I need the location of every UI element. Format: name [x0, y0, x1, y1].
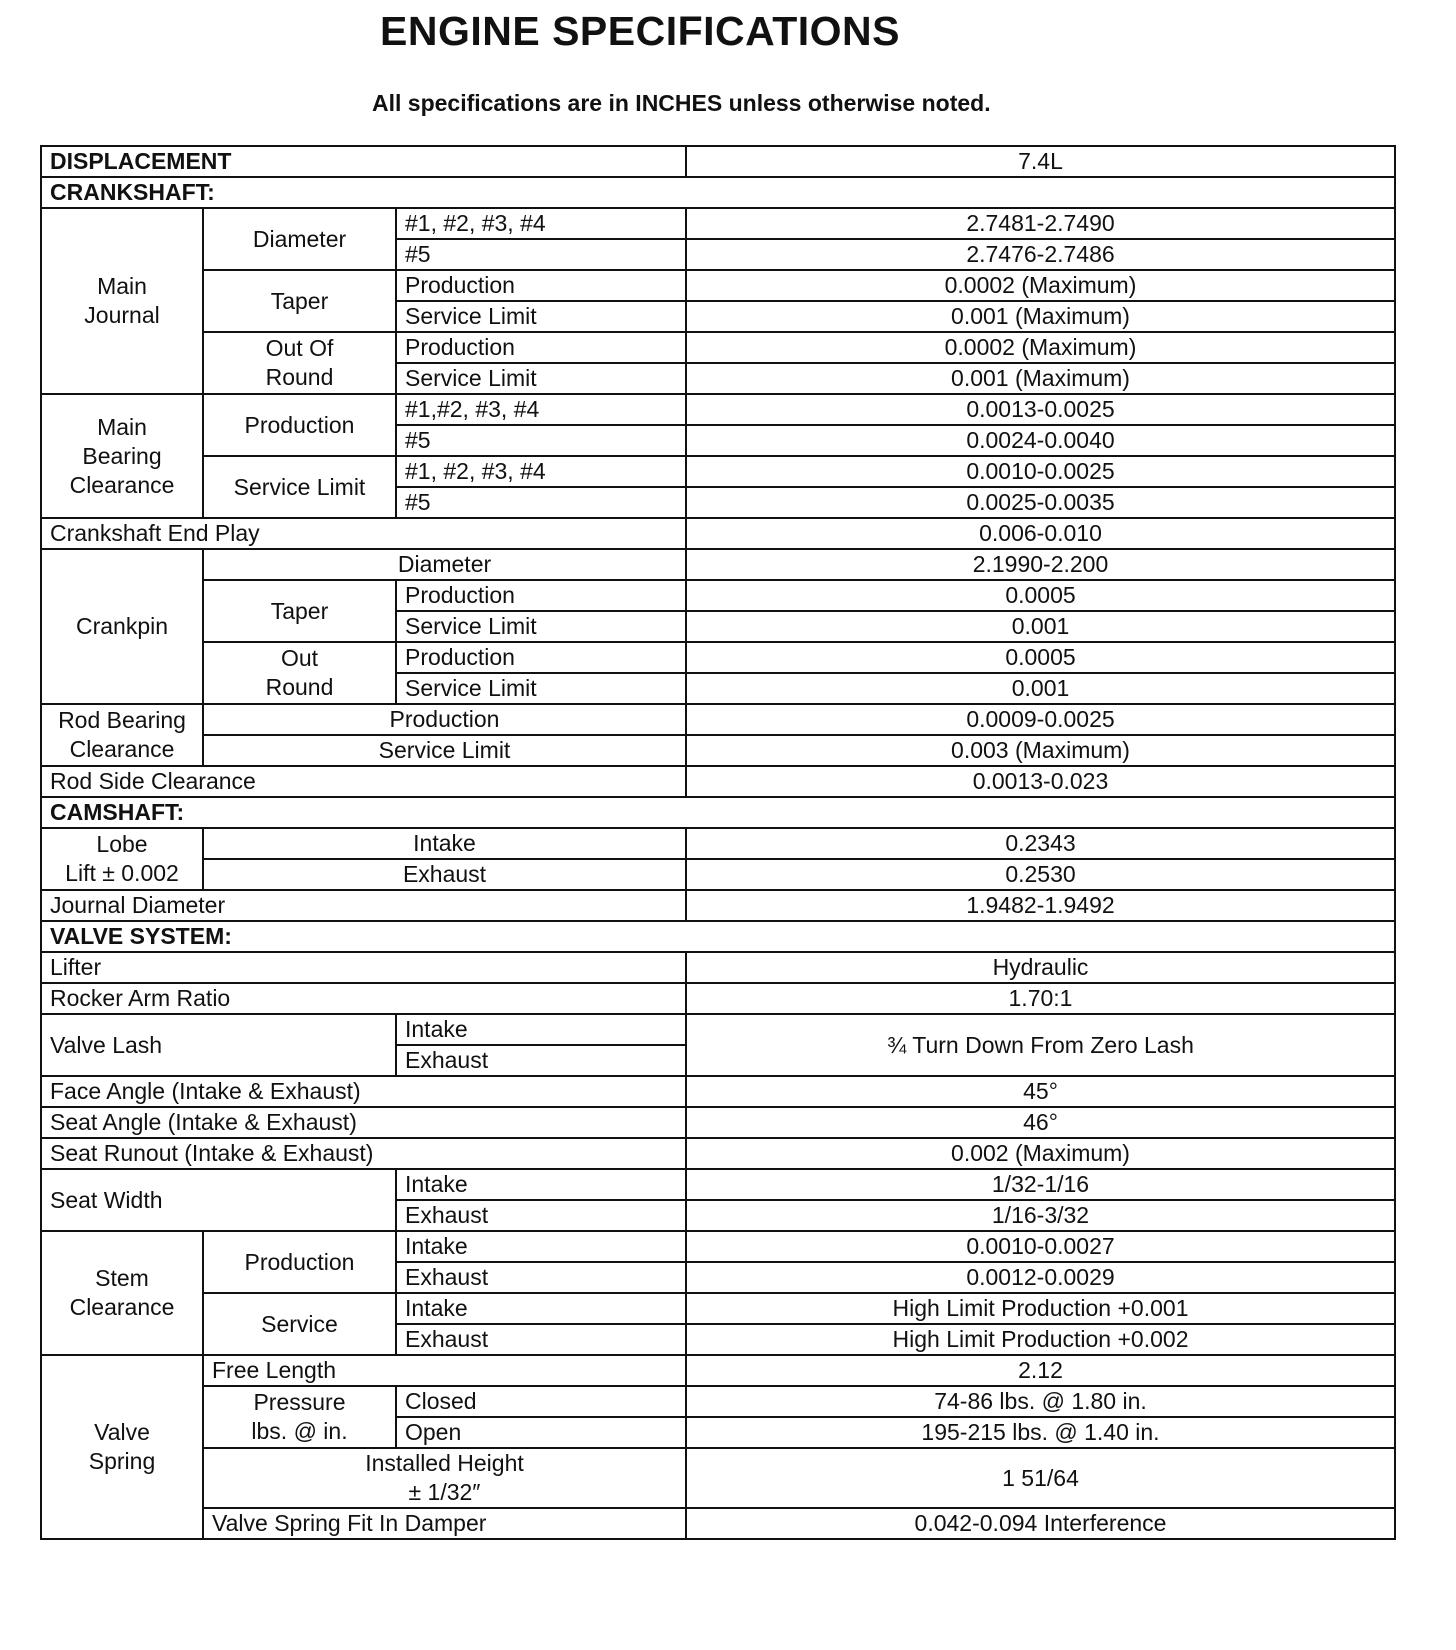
table-row: [41, 859, 1395, 890]
sub-label: Production: [396, 332, 686, 363]
spec-value: 0.2343: [686, 828, 1395, 859]
label-line: Main: [97, 273, 147, 299]
lifter-label: Lifter: [41, 952, 686, 983]
spec-value: 0.0012-0.0029: [686, 1262, 1395, 1293]
label-line: lbs. @ in.: [251, 1418, 348, 1444]
sub-label: #5: [396, 487, 686, 518]
stem-service-label: Service: [203, 1293, 396, 1355]
sub-label: Service Limit: [396, 673, 686, 704]
crankshaft-end-play-label: Crankshaft End Play: [41, 518, 686, 549]
table-row: [41, 1231, 1395, 1262]
table-row: [41, 642, 1395, 673]
sub-label: Open: [396, 1417, 686, 1448]
spec-value: 46°: [686, 1107, 1395, 1138]
sub-label: Exhaust: [396, 1262, 686, 1293]
seat-runout-label: Seat Runout (Intake & Exhaust): [41, 1138, 686, 1169]
label-line: Lobe: [96, 831, 148, 857]
lobe-lift-label: [41, 828, 203, 890]
spec-value: 1/32-1/16: [686, 1169, 1395, 1200]
engine-specifications-table: [40, 145, 1396, 1540]
table-row: [41, 1386, 1395, 1417]
section-header-crankshaft: CRANKSHAFT:: [41, 177, 1395, 208]
sub-label: Intake: [203, 828, 686, 859]
spec-value: Hydraulic: [686, 952, 1395, 983]
fit-in-damper-label: Valve Spring Fit In Damper: [203, 1508, 686, 1539]
label-line: Out Of: [265, 335, 334, 361]
spec-value: 0.001 (Maximum): [686, 301, 1395, 332]
spec-value: 0.003 (Maximum): [686, 735, 1395, 766]
spec-value: 45°: [686, 1076, 1395, 1107]
label-line: Stem: [95, 1265, 149, 1291]
sub-label: Closed: [396, 1386, 686, 1417]
main-journal-label: [41, 208, 203, 394]
crankpin-out-round-label: [203, 642, 396, 704]
sub-label: Production: [396, 642, 686, 673]
sub-label: Production: [203, 704, 686, 735]
table-row: [41, 1355, 1395, 1386]
label-line: Spring: [88, 1448, 156, 1474]
rocker-arm-ratio-label: Rocker Arm Ratio: [41, 983, 686, 1014]
table-row: [41, 1138, 1395, 1169]
label-line: Pressure: [253, 1389, 346, 1415]
sub-label: Service Limit: [396, 363, 686, 394]
spec-value: 0.0002 (Maximum): [686, 270, 1395, 301]
spec-value: 0.002 (Maximum): [686, 1138, 1395, 1169]
spec-value: 2.12: [686, 1355, 1395, 1386]
main-bearing-production-label: Production: [203, 394, 396, 456]
spec-value: 0.0002 (Maximum): [686, 332, 1395, 363]
table-row: [41, 1293, 1395, 1324]
rod-side-clearance-label: Rod Side Clearance: [41, 766, 686, 797]
spec-value: 1.9482-1.9492: [686, 890, 1395, 921]
table-row: [41, 580, 1395, 611]
spec-value: 2.1990-2.200: [686, 549, 1395, 580]
spec-value: 0.006-0.010: [686, 518, 1395, 549]
label-line: Round: [265, 364, 334, 390]
label-line: Lift ± 0.002: [65, 860, 179, 886]
spec-value: 74-86 lbs. @ 1.80 in.: [686, 1386, 1395, 1417]
spec-value: 0.001: [686, 673, 1395, 704]
table-row: [41, 1169, 1395, 1200]
journal-diameter-label: Journal Diameter: [41, 890, 686, 921]
table-row: [41, 1448, 1395, 1508]
label-line: Round: [265, 674, 334, 700]
sub-label: Intake: [396, 1293, 686, 1324]
table-row: [41, 549, 1395, 580]
spec-value: 0.0010-0.0027: [686, 1231, 1395, 1262]
sub-label: Intake: [396, 1014, 686, 1045]
camshaft-header-row: [41, 797, 1395, 828]
spec-value: 0.0013-0.023: [686, 766, 1395, 797]
spec-value: 1.70:1: [686, 983, 1395, 1014]
spec-value: ¾ Turn Down From Zero Lash: [686, 1014, 1395, 1076]
main-journal-taper-label: Taper: [203, 270, 396, 332]
displacement-label: DISPLACEMENT: [41, 146, 686, 177]
label-line: ± 1/32″: [408, 1479, 481, 1505]
main-journal-diameter-label: Diameter: [203, 208, 396, 270]
label-line: Clearance: [69, 1294, 175, 1320]
main-journal-out-of-round-label: [203, 332, 396, 394]
face-angle-label: Face Angle (Intake & Exhaust): [41, 1076, 686, 1107]
spec-value: High Limit Production +0.001: [686, 1293, 1395, 1324]
label-line: Main: [97, 413, 147, 440]
table-row: [41, 208, 1395, 239]
spec-value: 2.7481-2.7490: [686, 208, 1395, 239]
stem-production-label: Production: [203, 1231, 396, 1293]
table-row: [41, 1508, 1395, 1539]
table-row: [41, 1014, 1395, 1045]
label-line: Clearance: [69, 736, 175, 762]
spec-value: 1 51/64: [686, 1448, 1395, 1508]
sub-label: Service Limit: [396, 611, 686, 642]
sub-label: #1, #2, #3, #4: [396, 456, 686, 487]
label-line: Installed Height: [365, 1450, 524, 1476]
table-row: [41, 952, 1395, 983]
valve-lash-label: Valve Lash: [41, 1014, 396, 1076]
spec-value: 0.0009-0.0025: [686, 704, 1395, 735]
table-row: [41, 704, 1395, 735]
spec-value: 2.7476-2.7486: [686, 239, 1395, 270]
rod-bearing-clearance-label: [41, 704, 203, 766]
sub-label: Production: [396, 580, 686, 611]
spec-value: 0.042-0.094 Interference: [686, 1508, 1395, 1539]
sub-label: #1,#2, #3, #4: [396, 394, 686, 425]
sub-label: Intake: [396, 1231, 686, 1262]
sub-label: Exhaust: [203, 859, 686, 890]
sub-label: Intake: [396, 1169, 686, 1200]
section-header-valve-system: VALVE SYSTEM:: [41, 921, 1395, 952]
spec-value: High Limit Production +0.002: [686, 1324, 1395, 1355]
seat-angle-label: Seat Angle (Intake & Exhaust): [41, 1107, 686, 1138]
spec-value: 0.0013-0.0025: [686, 394, 1395, 425]
label-line: Bearing: [82, 442, 162, 469]
sub-label: #5: [396, 239, 686, 270]
table-row: [41, 394, 1395, 425]
table-row: [41, 456, 1395, 487]
spec-value: 0.001 (Maximum): [686, 363, 1395, 394]
crankpin-label: Crankpin: [41, 549, 203, 704]
sub-label: Exhaust: [396, 1324, 686, 1355]
sub-label: Production: [396, 270, 686, 301]
spec-value: 1/16-3/32: [686, 1200, 1395, 1231]
free-length-label: Free Length: [203, 1355, 686, 1386]
label-line: Rod Bearing: [58, 707, 186, 733]
sub-label: #5: [396, 425, 686, 456]
spec-value: 0.0005: [686, 642, 1395, 673]
label-line: Journal: [84, 302, 160, 328]
spec-value: 195-215 lbs. @ 1.40 in.: [686, 1417, 1395, 1448]
page-subtitle: All specifications are in INCHES unless otherwise noted.: [372, 90, 991, 116]
displacement-value: 7.4L: [686, 146, 1395, 177]
table-row: [41, 766, 1395, 797]
table-row: [41, 1076, 1395, 1107]
installed-height-label: [203, 1448, 686, 1508]
valve-system-header-row: [41, 921, 1395, 952]
table-row: [41, 735, 1395, 766]
sub-label: Exhaust: [396, 1200, 686, 1231]
label-line: Valve: [94, 1419, 150, 1445]
spec-value: 0.001: [686, 611, 1395, 642]
label-line: Clearance: [69, 471, 175, 498]
page-title: ENGINE SPECIFICATIONS: [380, 8, 901, 54]
table-row: [41, 332, 1395, 363]
sub-label: Exhaust: [396, 1045, 686, 1076]
pressure-label: [203, 1386, 396, 1448]
spec-value: 0.0010-0.0025: [686, 456, 1395, 487]
table-row: [41, 890, 1395, 921]
main-bearing-clearance-label: [41, 394, 203, 518]
valve-spring-label: [41, 1355, 203, 1539]
crankshaft-header-row: [41, 177, 1395, 208]
spec-value: 0.2530: [686, 859, 1395, 890]
table-row: [41, 983, 1395, 1014]
label-line: Out: [280, 645, 319, 671]
sub-label: Service Limit: [203, 735, 686, 766]
main-bearing-service-limit-label: Service Limit: [203, 456, 396, 518]
table-row: [41, 270, 1395, 301]
sub-label: #1, #2, #3, #4: [396, 208, 686, 239]
stem-clearance-label: [41, 1231, 203, 1355]
crankpin-diameter-label: Diameter: [203, 549, 686, 580]
spec-value: 0.0025-0.0035: [686, 487, 1395, 518]
spec-value: 0.0024-0.0040: [686, 425, 1395, 456]
section-header-camshaft: CAMSHAFT:: [41, 797, 1395, 828]
table-row: [41, 518, 1395, 549]
spec-value: 0.0005: [686, 580, 1395, 611]
sub-label: Service Limit: [396, 301, 686, 332]
crankpin-taper-label: Taper: [203, 580, 396, 642]
displacement-row: [41, 146, 1395, 177]
table-row: [41, 1107, 1395, 1138]
seat-width-label: Seat Width: [41, 1169, 396, 1231]
table-row: [41, 828, 1395, 859]
